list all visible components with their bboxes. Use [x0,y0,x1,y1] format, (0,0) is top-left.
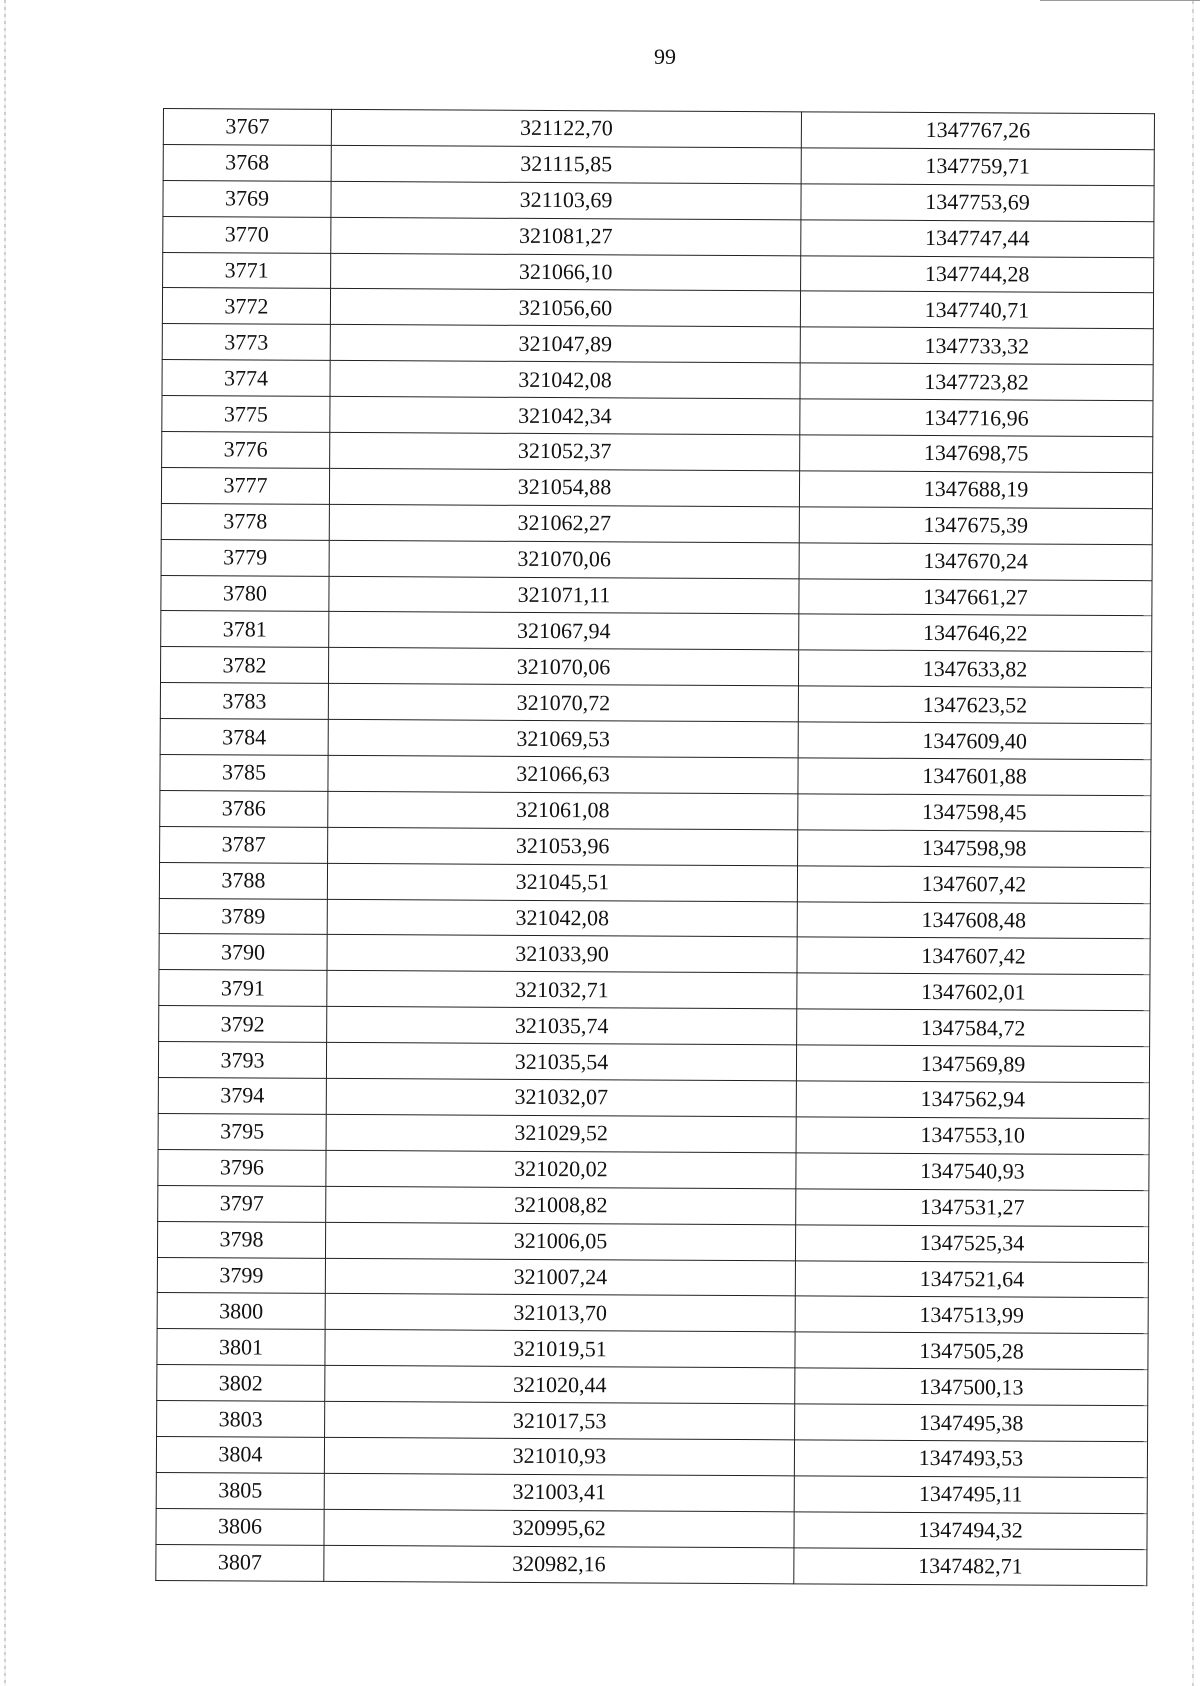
table-row [157,1365,1148,1406]
x-coordinate-cell: 321010,93 [324,1437,794,1475]
point-number-cell: 3785 [160,755,328,792]
table-row [158,1042,1149,1083]
table-row [160,647,1151,688]
point-number-cell: 3777 [161,467,329,504]
point-number-cell: 3774 [162,360,330,397]
x-coordinate-cell: 321042,08 [327,899,797,937]
y-coordinate-cell: 1347494,32 [794,1512,1147,1550]
point-number-cell: 3801 [157,1329,325,1366]
y-coordinate-cell: 1347646,22 [799,614,1152,652]
point-number-cell: 3793 [158,1042,326,1079]
table-row [162,324,1153,365]
table-row [162,396,1153,437]
x-coordinate-cell: 321115,85 [331,145,801,183]
x-coordinate-cell: 321054,88 [329,468,799,506]
y-coordinate-cell: 1347531,27 [796,1189,1149,1227]
page-number: 99 [654,44,676,69]
x-coordinate-cell: 321122,70 [331,109,801,147]
y-coordinate-cell: 1347513,99 [795,1296,1148,1334]
x-coordinate-cell: 321053,96 [328,827,798,865]
point-number-cell: 3795 [158,1113,326,1150]
y-coordinate-cell: 1347698,75 [800,435,1153,473]
table-row [156,1544,1147,1585]
scan-edge-right [1192,0,1194,1686]
y-coordinate-cell: 1347633,82 [798,650,1151,688]
y-coordinate-cell: 1347540,93 [796,1153,1149,1191]
y-coordinate-cell: 1347608,48 [797,901,1150,939]
x-coordinate-cell: 320982,16 [324,1545,794,1583]
point-number-cell: 3775 [162,396,330,433]
point-number-cell: 3807 [156,1544,324,1581]
x-coordinate-cell: 321013,70 [325,1294,795,1332]
table-row [162,288,1153,329]
point-number-cell: 3769 [163,180,331,217]
x-coordinate-cell: 321070,06 [328,648,798,686]
x-coordinate-cell: 321033,90 [327,935,797,973]
table-row [157,1221,1148,1262]
x-coordinate-cell: 321042,08 [330,361,800,399]
y-coordinate-cell: 1347553,10 [796,1117,1149,1155]
x-coordinate-cell: 321056,60 [330,289,800,327]
table-row [156,1508,1147,1549]
coordinates-table [155,108,1155,1586]
point-number-cell: 3773 [162,324,330,361]
x-coordinate-cell: 321017,53 [325,1401,795,1439]
point-number-cell: 3772 [162,288,330,325]
table-row [156,1436,1147,1477]
x-coordinate-cell: 321032,71 [327,971,797,1009]
point-number-cell: 3783 [160,683,328,720]
point-number-cell: 3805 [156,1472,324,1509]
table-row [161,539,1152,580]
y-coordinate-cell: 1347500,13 [795,1368,1148,1406]
scan-edge-left [4,0,6,1686]
y-coordinate-cell: 1347688,19 [799,471,1152,509]
table-row [160,683,1151,724]
x-coordinate-cell: 321029,52 [326,1114,796,1152]
x-coordinate-cell: 321035,74 [327,1007,797,1045]
y-coordinate-cell: 1347733,32 [800,327,1153,365]
point-number-cell: 3803 [157,1401,325,1438]
y-coordinate-cell: 1347598,45 [798,794,1151,832]
x-coordinate-cell: 321007,24 [325,1258,795,1296]
y-coordinate-cell: 1347723,82 [800,363,1153,401]
x-coordinate-cell: 321103,69 [331,181,801,219]
y-coordinate-cell: 1347740,71 [800,291,1153,329]
x-coordinate-cell: 321070,06 [329,540,799,578]
table-row [161,467,1152,508]
table-row [158,1149,1149,1190]
point-number-cell: 3771 [163,252,331,289]
table-row [158,1078,1149,1119]
x-coordinate-cell: 321020,44 [325,1366,795,1404]
y-coordinate-cell: 1347495,38 [795,1404,1148,1442]
table-row [159,862,1150,903]
table-row [159,934,1150,975]
point-number-cell: 3788 [159,862,327,899]
y-coordinate-cell: 1347747,44 [801,220,1154,258]
point-number-cell: 3770 [163,216,331,253]
x-coordinate-cell: 321042,34 [330,397,800,435]
table-row [161,503,1152,544]
table-row [163,252,1154,293]
x-coordinate-cell: 321003,41 [324,1473,794,1511]
y-coordinate-cell: 1347493,53 [794,1440,1147,1478]
x-coordinate-cell: 321070,72 [328,684,798,722]
point-number-cell: 3786 [160,790,328,827]
point-number-cell: 3767 [163,109,331,146]
y-coordinate-cell: 1347584,72 [797,1009,1150,1047]
point-number-cell: 3794 [158,1078,326,1115]
x-coordinate-cell: 321066,63 [328,755,798,793]
table-body [156,109,1155,1586]
x-coordinate-cell: 321062,27 [329,504,799,542]
table-row [156,1472,1147,1513]
x-coordinate-cell: 321035,54 [326,1043,796,1081]
point-number-cell: 3789 [159,898,327,935]
point-number-cell: 3804 [156,1436,324,1473]
y-coordinate-cell: 1347607,42 [797,866,1150,904]
table-row [157,1293,1148,1334]
table-row [160,719,1151,760]
y-coordinate-cell: 1347562,94 [796,1081,1149,1119]
point-number-cell: 3779 [161,539,329,576]
x-coordinate-cell: 321066,10 [331,253,801,291]
y-coordinate-cell: 1347623,52 [798,686,1151,724]
table-row [159,1006,1150,1047]
x-coordinate-cell: 321061,08 [328,791,798,829]
table-row [159,970,1150,1011]
y-coordinate-cell: 1347521,64 [795,1260,1148,1298]
point-number-cell: 3799 [157,1257,325,1294]
table-row [163,216,1154,257]
point-number-cell: 3791 [159,970,327,1007]
x-coordinate-cell: 321071,11 [329,576,799,614]
y-coordinate-cell: 1347609,40 [798,722,1151,760]
y-coordinate-cell: 1347670,24 [799,543,1152,581]
x-coordinate-cell: 321019,51 [325,1330,795,1368]
point-number-cell: 3800 [157,1293,325,1330]
table-row [163,144,1154,185]
x-coordinate-cell: 321006,05 [325,1222,795,1260]
y-coordinate-cell: 1347601,88 [798,758,1151,796]
y-coordinate-cell: 1347607,42 [797,937,1150,975]
y-coordinate-cell: 1347661,27 [799,578,1152,616]
table-row [158,1185,1149,1226]
point-number-cell: 3780 [161,575,329,612]
point-number-cell: 3776 [162,432,330,469]
point-number-cell: 3768 [163,144,331,181]
point-number-cell: 3790 [159,934,327,971]
y-coordinate-cell: 1347759,71 [801,148,1154,186]
table-row [162,360,1153,401]
table-row [163,180,1154,221]
point-number-cell: 3778 [161,503,329,540]
point-number-cell: 3802 [157,1365,325,1402]
x-coordinate-cell: 321032,07 [326,1078,796,1116]
point-number-cell: 3796 [158,1149,326,1186]
table-row [160,826,1151,867]
point-number-cell: 3797 [158,1185,326,1222]
x-coordinate-cell: 321008,82 [326,1186,796,1224]
x-coordinate-cell: 320995,62 [324,1509,794,1547]
y-coordinate-cell: 1347495,11 [794,1476,1147,1514]
table-row [160,790,1151,831]
table-row [161,611,1152,652]
table-row [163,109,1154,150]
table-row [157,1329,1148,1370]
y-coordinate-cell: 1347744,28 [801,255,1154,293]
x-coordinate-cell: 321045,51 [327,863,797,901]
table-row [157,1257,1148,1298]
y-coordinate-cell: 1347505,28 [795,1332,1148,1370]
y-coordinate-cell: 1347753,69 [801,184,1154,222]
table-row [157,1401,1148,1442]
table-row [160,755,1151,796]
point-number-cell: 3798 [157,1221,325,1258]
x-coordinate-cell: 321081,27 [331,217,801,255]
point-number-cell: 3784 [160,719,328,756]
x-coordinate-cell: 321047,89 [330,325,800,363]
point-number-cell: 3782 [160,647,328,684]
table-row [162,432,1153,473]
point-number-cell: 3806 [156,1508,324,1545]
table-row [159,898,1150,939]
y-coordinate-cell: 1347602,01 [797,973,1150,1011]
x-coordinate-cell: 321069,53 [328,720,798,758]
y-coordinate-cell: 1347525,34 [795,1224,1148,1262]
y-coordinate-cell: 1347598,98 [798,830,1151,868]
y-coordinate-cell: 1347675,39 [799,507,1152,545]
y-coordinate-cell: 1347569,89 [796,1045,1149,1083]
y-coordinate-cell: 1347767,26 [801,112,1154,150]
point-number-cell: 3781 [161,611,329,648]
table-row [161,575,1152,616]
point-number-cell: 3792 [159,1006,327,1043]
x-coordinate-cell: 321067,94 [329,612,799,650]
point-number-cell: 3787 [160,826,328,863]
x-coordinate-cell: 321052,37 [330,432,800,470]
scan-edge-top [1040,0,1200,1]
table-row [158,1113,1149,1154]
y-coordinate-cell: 1347482,71 [794,1547,1147,1585]
y-coordinate-cell: 1347716,96 [800,399,1153,437]
x-coordinate-cell: 321020,02 [326,1150,796,1188]
